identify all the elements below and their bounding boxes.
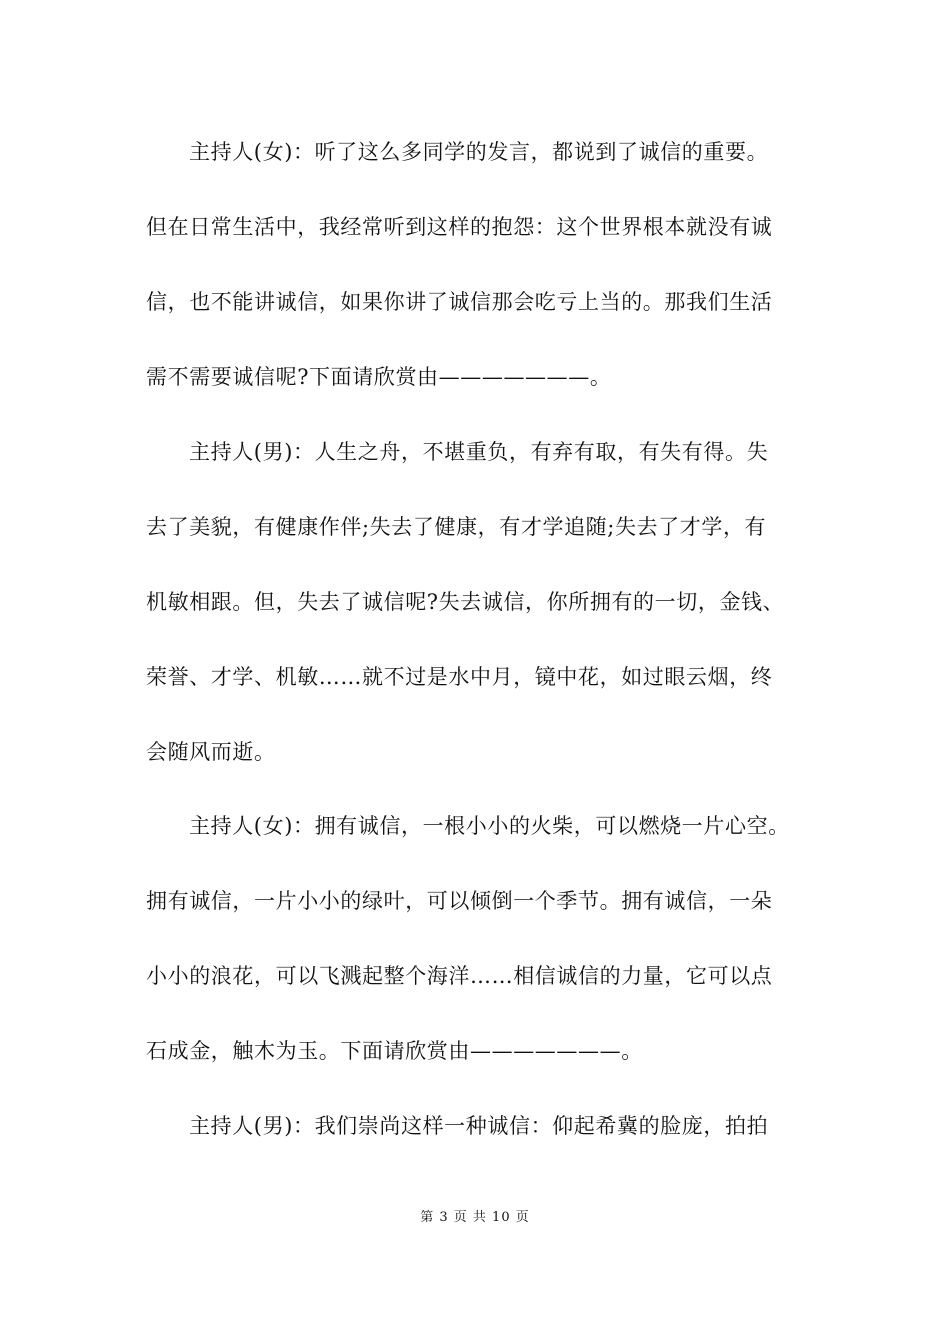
paragraph-1-line-3: 信，也不能讲诚信，如果你讲了诚信那会吃亏上当的。那我们生活: [146, 290, 773, 314]
paragraph-2-line-5: 会随风而逝。: [146, 740, 276, 764]
paragraph-1-line-2: 但在日常生活中，我经常听到这样的抱怨：这个世界根本就没有诚: [146, 215, 773, 239]
paragraph-2-line-1: 主持人(男)：人生之舟，不堪重负，有弃有取，有失有得。失: [189, 440, 769, 464]
paragraph-1-line-4: 需不需要诚信呢?下面请欣赏由———————。: [146, 365, 612, 389]
paragraph-3-line-3: 小小的浪花，可以飞溅起整个海洋……相信诚信的力量，它可以点: [146, 964, 773, 988]
page-number-footer: 第 3 页 共 10 页: [420, 1210, 530, 1225]
paragraph-2-line-3: 机敏相跟。但，失去了诚信呢?失去诚信，你所拥有的一切，金钱、: [146, 590, 785, 614]
paragraph-3-line-1: 主持人(女)：拥有诚信，一根小小的火柴，可以燃烧一片心空。: [189, 814, 790, 838]
paragraph-1-line-1: 主持人(女)：听了这么多同学的发言，都说到了诚信的重要。: [189, 140, 769, 164]
paragraph-4-line-1: 主持人(男)：我们崇尚这样一种诚信：仰起希冀的脸庞，拍拍: [189, 1114, 769, 1138]
paragraph-3-line-2: 拥有诚信，一片小小的绿叶，可以倾倒一个季节。拥有诚信，一朵: [146, 889, 773, 913]
paragraph-3-line-4: 石成金，触木为玉。下面请欣赏由———————。: [146, 1039, 643, 1063]
paragraph-2-line-4: 荣誉、才学、机敏……就不过是水中月，镜中花，如过眼云烟，终: [146, 665, 773, 689]
paragraph-2-line-2: 去了美貌，有健康作伴;失去了健康，有才学追随;失去了才学，有: [146, 515, 767, 539]
